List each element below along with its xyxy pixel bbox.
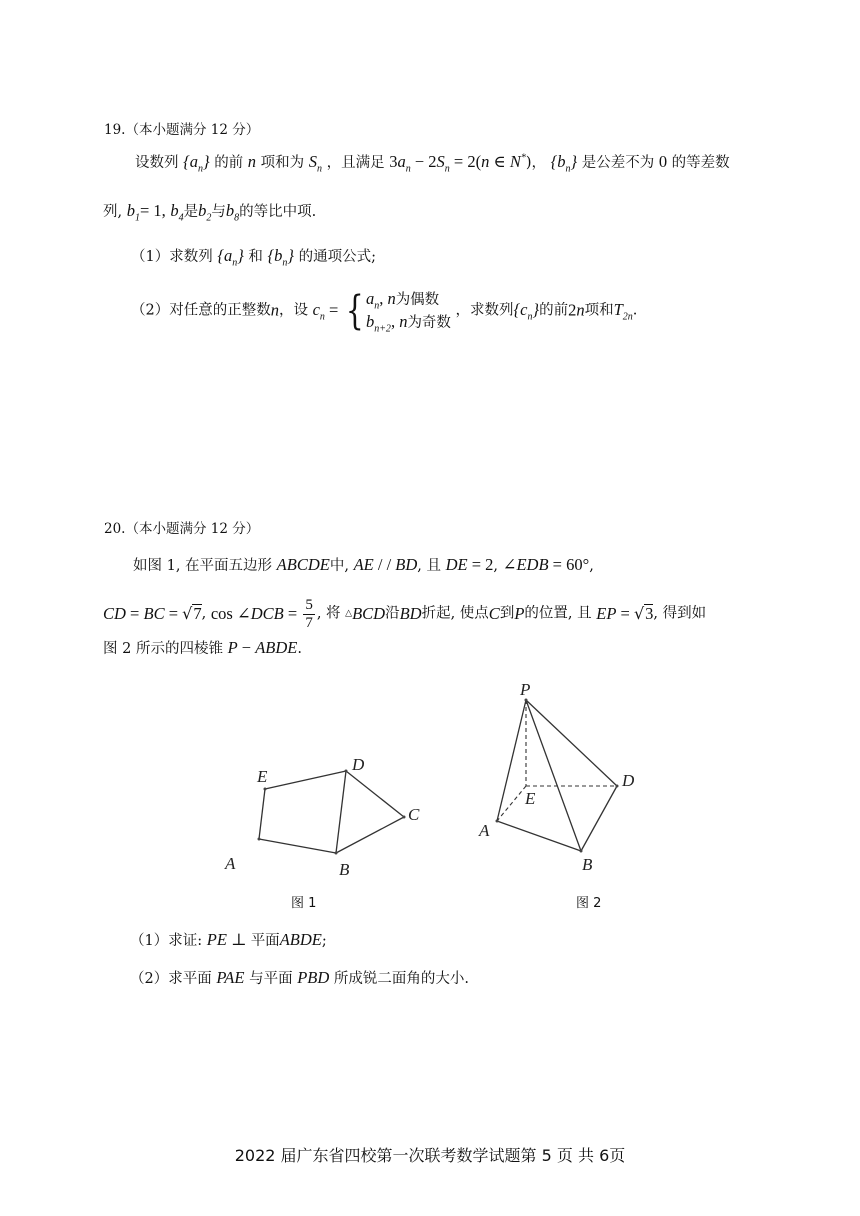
q20-part2: （2）求平面 PAE 与平面 PBD 所成锐二面角的大小.	[130, 968, 469, 987]
q19-statement-line1: 设数列 $\{a_n\}$ 的前 n 项和为 $S_n$ ，且满足 $3a_n - 2S_n = 2(n$ ∈ N*)， $\{b_n\}$ 是公差不为 0 的等差数	[135, 152, 730, 175]
figure-2-pyramid	[497, 700, 617, 851]
piecewise-definition: { $a_n$, n为偶数 $b_{n+2}$, n为奇数	[346, 287, 451, 334]
q20-statement-line2: CD = BC = √7, cos ∠DCB = $\frac{5}{7}$ , 将 △BCD沿BD折起, 使点C到P的位置, 且 EP = √3, 得到如	[103, 597, 707, 631]
fig2-label-P: P	[520, 680, 531, 699]
q19-part1: （1）求数列 $\{a_n\}$ 和 $\{b_n\}$ 的通项公式;	[131, 246, 376, 269]
q19-part2: （2）对任意的正整数n，设 $c_n$ = { $a_n$, n为偶数 $b_{n+2}$, n为奇数 ，求数列$\{c_n\}$的前2n项和$T_{2n}$.	[131, 287, 638, 334]
fig1-label-D: D	[352, 755, 365, 774]
figure-1-points	[258, 770, 406, 855]
figure-2-hidden-edges	[497, 700, 617, 821]
q20-header: 20.（本小题满分 12 分）	[104, 521, 260, 537]
fig2-label-A: A	[479, 821, 490, 840]
q19-header: 19.（本小题满分 12 分）	[104, 122, 260, 138]
fig1-label-A: A	[225, 854, 236, 873]
fig2-label-D: D	[622, 771, 635, 790]
q20-part1: （1）求证: PE ⊥ 平面ABDE;	[130, 930, 327, 949]
q20-statement-line1: 如图 1, 在平面五边形 ABCDE中, AE / / BD, 且 DE = 2, ∠EDB = 60°,	[133, 555, 594, 574]
fig2-label-B: B	[582, 855, 593, 874]
fig1-label-C: C	[408, 805, 420, 824]
fig2-label-E: E	[525, 789, 536, 808]
fig1-label-B: B	[339, 860, 350, 879]
page-footer: 2022 届广东省四校第一次联考数学试题第 5 页 共 6页	[234, 1146, 626, 1165]
figure-2-caption: 图 2	[576, 896, 602, 911]
figure-1-pentagon	[259, 771, 404, 853]
q19-statement-line2: 列, $b_1= 1$, $b_4$是$b_2$与$b_8$的等比中项.	[103, 201, 317, 224]
figure-2-points	[496, 699, 619, 853]
figure-1-caption: 图 1	[291, 896, 317, 911]
fig1-label-E: E	[257, 767, 268, 786]
q20-statement-line3: 图 2 所示的四棱锥 P − ABDE.	[103, 638, 302, 657]
